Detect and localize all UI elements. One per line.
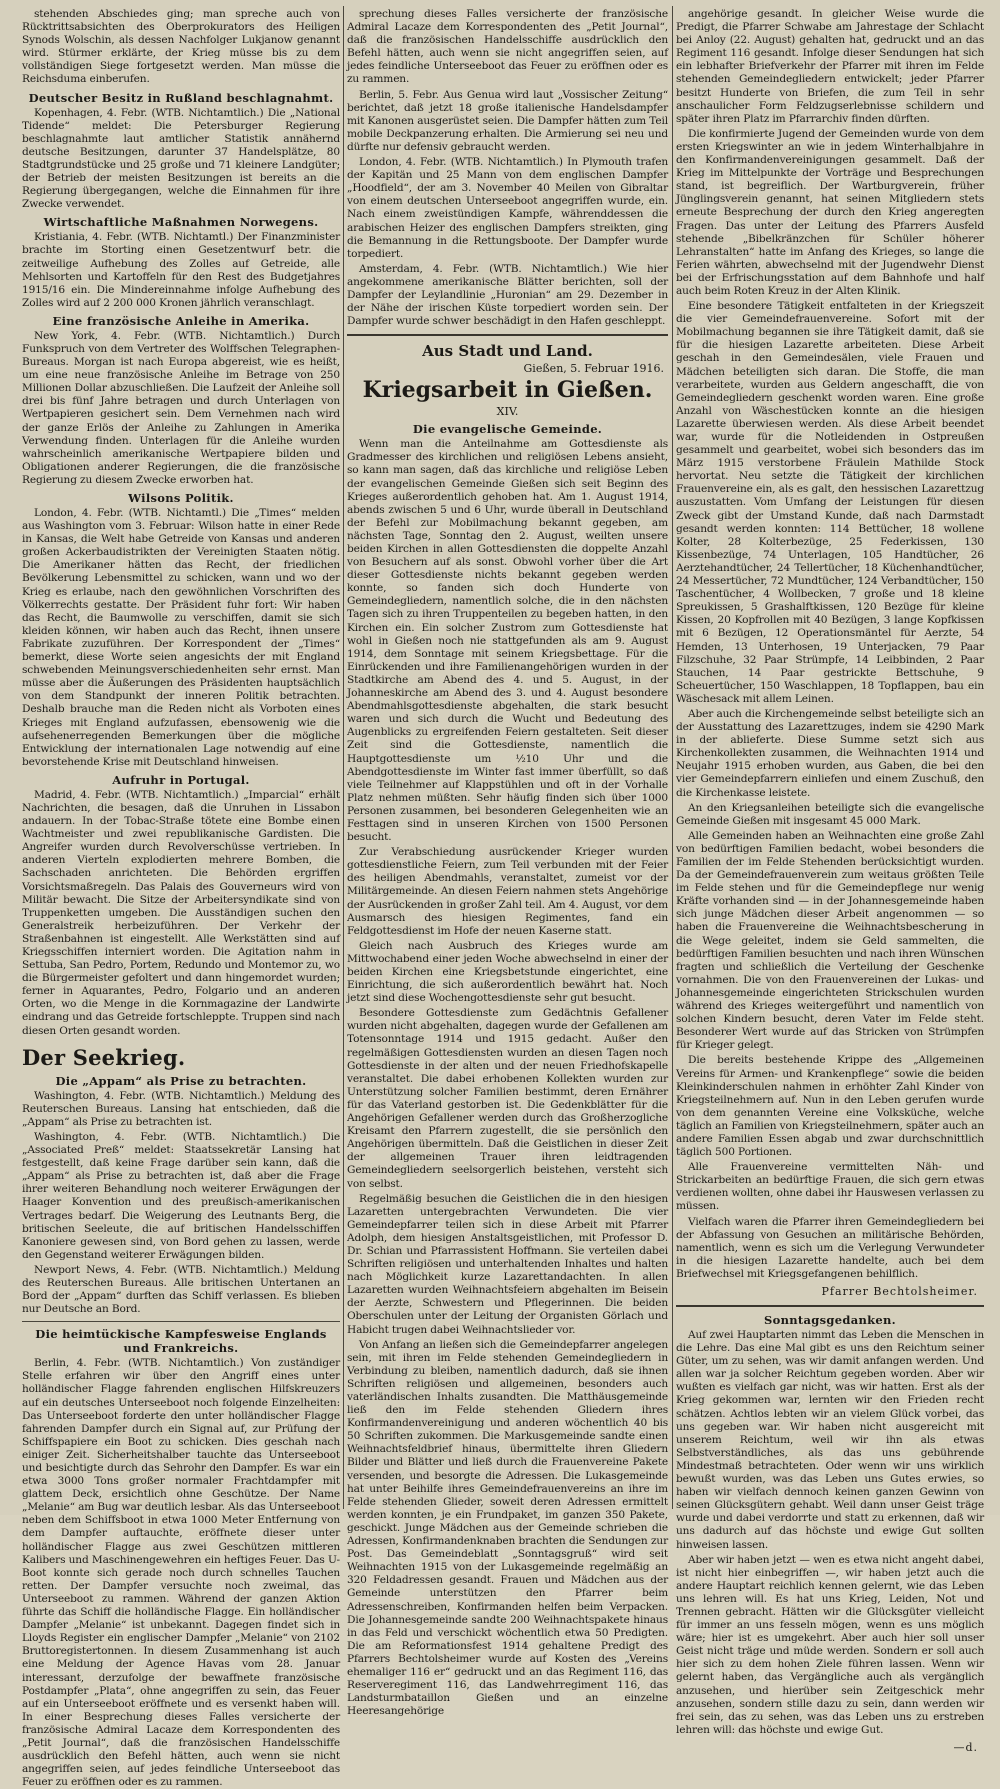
article-text: Auf zwei Hauptarten nimmt das Leben die Menschen in die Lehre. Das eine Mal gibt es uns den Reichtum seiner Güter, um zu sehen, was wir damit anfangen werden. Und allen war ja solcher Reichtum gegeben worden. Aber wir wußten es vielfach gar nicht, was wir hatten. Erst als der Krieg gekommen war, lernten wir den Frieden recht schätzen. Achtlos lebten wir an vielem Glück vorbei, das uns gegeben war. Wir haben nicht ausgereicht mit unserem Reichtum, weil wir ihn als etwas Selbstverständliches, als das uns gebührende Mindestmaß betrachteten. Oder wenn wir uns wirklich bewußt wurden, was das Leben uns Gutes erwies, so haben wir vielfach dennoch keinen ganzen Gewinn von seinen Glücksgütern gehabt. Weil dann unser Geist träge wurde und dabei verdorrte und statt zu erkennen, daß wir uns dadurch auf das höchste und ewige Gut sollten hinweisen lassen. <box>676 1329 984 1551</box>
column-3 <box>676 8 984 1754</box>
article-text: Besondere Gottesdienste zum Gedächtnis Gefallener wurden nicht abgehalten, dagegen wurde der Gefallenen am Totensonntage 1914 und 1915 gedacht. Außer den regelmäßigen Gottesdiensten wurden an diesen Tagen noch Gottesdienste in der alten und der neuen Friedhofskapelle veranstaltet. Die dabei erhobenen Kollekten wurden zur Unterstützung solcher Familien bestimmt, deren Ernährer für das Vaterland gestorben ist. Die Gedenkblätter für die Angehörigen Gefallener werden durch das Großherzogliche Kreisamt den Pfarrern zugestellt, die sie persönlich den Angehörigen übermitteln. Daß die Geistlichen in dieser Zeit der allgemeinen Trauer ihren leidtragenden Gemeindegliedern seelsorgerlich beistehen, versteht sich von selbst. <box>347 1007 668 1190</box>
author-signature: —d. <box>953 1740 978 1754</box>
article-text: Von Anfang an ließen sich die Gemeindepfarrer angelegen sein, mit ihren im Felde stehenden Gemeindegliedern in Verbindung zu bleiben, namentlich dadurch, daß sie ihnen Schriften religiösen und allgemeinen, besonders auch vaterländischen Inhalts zusandten. Die Matthäusgemeinde ließ den im Felde stehenden Gliedern ihres Konfirmandenvereinigung und anderen wöchentlich 40 bis 50 Schriften zukommen. Die Markusgemeinde sandte einen Weihnachtsfeldbrief hinaus, übermittelte ihren Gliedern Bilder und Blätter und ließ durch die Frauenvereine Pakete versenden, und besorgte die Adressen. Die Lukasgemeinde hat unter Beihilfe ihres Gemeindefrauenvereins an ihre im Felde stehenden Glieder, soweit deren Adressen ermittelt werden konnten, je ein Frundpaket, im ganzen 350 Pakete, geschickt. Junge Mädchen aus der Gemeinde schrieben die Adressen, Konfirmandenknaben brachten die Sendungen zur Post. Das Gemeindeblatt „Sonntagsgruß“ wird seit Weihnachten 1915 von der Lukasgemeinde regelmäßig an 320 Feldadressen gesandt. Frauen und Mädchen aus der Gemeinde unterstützen den Pfarrer beim Adressenschreiben, Konfirmanden helfen beim Verpacken. Die Johannesgemeinde sandte 200 Weihnachtspakete hinaus in das Feld und verschickt wöchentlich etwa 50 Predigten. Die am Reformationsfest 1914 gehaltene Predigt des Pfarrers Bechtolsheimer wurde auf Kosten des „Vereins ehemaliger 116 er“ gedruckt und an das Regiment 116, das Reserveregiment 116, das Landwehrregiment 116, das Landsturmbataillon Gießen und an einzelne Heeresangehörige <box>347 1338 668 1718</box>
section-title: Der Seekrieg. <box>22 1044 186 1070</box>
column-rule <box>672 6 673 1509</box>
article-text: Aber wir haben jetzt — wen es etwa nicht angeht dabei, ist nicht hier einbegriffen —, wir haben jetzt auch die andere Hauptart reichlich kennen gelernt, wie das Leben uns lehren will. Es hat uns Krieg, Leiden, Not und Trennen gebracht. Hätten wir die Glücksgüter vielleicht für immer an uns fesseln mögen, wenn es uns möglich wäre; hier ist es umgekehrt. Aber auch hier soll unser Geist nicht träge und müde werden. Sondern er soll auch hier sich zu dem hohen Ziele führen lassen. Wenn wir gelernt haben, das Vergängliche auch als vergänglich anzusehen, und hierüber sein Zeitgeschick mehr anzusehen, sondern stille dazu zu sein, dann werden wir frei sein, das zu sehen, was das Leben uns zu erstreben lehren will: das höchste und ewige Gut. <box>676 1553 984 1736</box>
article-text: Washington, 4. Febr. (WTB. Nichtamtlich.) Meldung des Reuterschen Bureaus. Lansing hat entschieden, daß die „Appam“ als Prise zu betrachten ist. <box>22 1089 340 1128</box>
article-heading: Die „Appam“ als Prise zu betrachten. <box>55 1073 307 1088</box>
divider <box>347 334 668 336</box>
article-text: Kopenhagen, 4. Febr. (WTB. Nichtamtlich.) Die „National Tidende“ meldet: Die Petersburger Regierung beschlagnahmte laut amtlicher Statistik annähernd deutsche Besitzungen, darunter 37 Handelsplätze, 80 Stadtgrundstücke und 25 große und 71 kleinere Landgüter; der Betrieb der meisten Besitzungen ist bereits an die Regierung übergegangen, welche die Einnahmen für ihre Zwecke verwendet. <box>22 106 340 211</box>
author-signature: Pfarrer Bechtolsheimer. <box>821 1285 978 1298</box>
article-text: Eine besondere Tätigkeit entfalteten in der Kriegszeit die vier Gemeindefrauenvereine. Sofort mit der Mobilmachung begannen sie ihre Tätigkeit damit, daß sie für die hiesigen Lazarette arbeiteten. Diese Arbeit geschah in den Gemeindesälen, viele Frauen und Mädchen beteiligten sich daran. Die Stoffe, die man verarbeitete, wurden aus Geldern angeschafft, die von Gemeindegliedern geschenkt worden waren. Eine große Anzahl von Wäschestücken konnte an die hiesigen Lazarette überwiesen werden. Als diese Arbeit beendet war, wurde für die Notleidenden in Ostpreußen gesammelt und gearbeitet, wobei sich besonders das im März 1915 verstorbene Fräulein Mathilde Stock hervortat. Neu setzte die Tätigkeit der kirchlichen Frauenvereine ein, als es galt, den hessischen Lazarettzug auszustatten. Vom Umfang der Leistungen für diesen Zweck gibt der Umstand Kunde, daß nach Darmstadt gesandt werden konnten: 114 Bettücher, 18 wollene Kolter, 28 Kolterbezüge, 25 Federkissen, 130 Kissenbezüge, 74 Unterlagen, 105 Handtücher, 26 Aerztehandtücher, 24 Tellertücher, 18 Küchenhandtücher, 24 Messertücher, 72 Mundtücher, 124 Verbandtücher, 150 Taschentücher, 4 Wollbecken, 7 große und 18 kleine Spreukissen, 5 Grashalftkissen, 120 Bezüge für kleine Kissen, 20 Kopfrollen mit 40 Bezügen, 3 lange Kopfkissen mit 6 Bezügen, 12 Operationsmäntel für Aerzte, 54 Hemden, 13 Unterhosen, 19 Unterjacken, 79 Paar Filzschuhe, 32 Paar Strümpfe, 14 Leibbinden, 2 Paar Stauchen, 14 Paar gestrickte Bettschuhe, 9 Scheuertücher, 150 Waschlappen, 18 Topflappen, bau ein Wäschesack mit allem Leinen. <box>676 300 984 705</box>
article-title: Kriegsarbeit in Gießen. <box>362 377 653 404</box>
article-text: Washington, 4. Febr. (WTB. Nichtamtlich.) Die „Associated Preß“ meldet: Staatssekretär Lansing hat festgestellt, daß keine Frage darüber sein kann, daß die „Appam“ als Prise zu betrachten ist, daß aber die Frage ihrer weiteren Behandlung noch weiterer Erwägungen der Haager Konvention und des preußisch-amerikanischen Vertrages bedarf. Die Weigerung des Leutnants Berg, die britischen Seeleute, die auf britischen Handelsschiffen Kanoniere gewesen sind, von Bord gehen zu lassen, werde den Gegenstand weiterer Erwägungen bilden. <box>22 1130 340 1261</box>
column-1 <box>22 8 340 1789</box>
article-text: Wenn man die Anteilnahme am Gottesdienste als Gradmesser des kirchlichen und religiösen Lebens ansieht, so kann man sagen, daß das kirchliche und religiöse Leben der evangelischen Gemeinde Gießen sich seit Beginn des Krieges außerordentlich gehoben hat. Am 1. August 1914, abends zwischen 5 und 6 Uhr, wurde überall in Deutschland der Befehl zur Mobilmachung bekannt gegeben, am nächsten Tage, Sonntag den 2. August, weilten unsere beiden Kirchen in allen Gottesdiensten die doppelte Anzahl von Besuchern auf als sonst. Obwohl vorher über die Art dieser Gottesdienste nichts bekannt gegeben werden konnte, so fanden sich doch Hunderte von Gemeindegliedern, namentlich solche, die in den nächsten Tagen sich zu ihren Truppenteilen zu begeben hatten, in den Kirchen ein. Ein solcher Zustrom zum Gottesdienste hat wohl in Gießen noch nie stattgefunden als am 9. August 1914, dem Sonntage mit seinem Kriegsbettage. Für die Einrückenden und ihre Familienangehörigen wurden in der Stadtkirche am Abend des 4. und 5. August, in der Johanneskirche am Abend des 3. und 4. August besondere Abendmahlsgottesdienste abgehalten, die stark besucht waren und sich durch die Wucht und Bedeutung des Augenblicks zu ergreifenden Feiern gestalteten. Seit dieser Zeit sind die Gottesdienste, namentlich die Hauptgottesdienste um ½10 Uhr und die Abendgottesdienste im Winter fast immer überfüllt, so daß viele Teilnehmer auf Klappstühlen und oft in der Vorhalle Platz nehmen müßten. Sehr häufig finden sich über 1000 Personen zusammen, bei besonderen Gelegenheiten wie an Festtagen sind in unseren Kirchen von 1500 Personen besucht. <box>347 438 668 844</box>
article-text: New York, 4. Febr. (WTB. Nichtamtlich.) Durch Funkspruch von dem Vertreter des Wolffschen Telegraphen-Bureaus. Morgan ist nach Europa abgereist, wie es heißt, um eine neue französische Anleihe im Betrage von 250 Millionen Dollar abzuschließen. Die Laufzeit der Anleihe soll drei bis fünf Jahre betragen und durch Unterlagen von Wertpapieren gesichert sein. Dem Vernehmen nach wird der ganze Erlös der Anleihe zu Zahlungen in Amerika Verwendung finden. Unterlagen für die Anleihe wurden wahrscheinlich amerikanische Wertpapiere bilden und Obligationen anderer Regierungen, die die französische Regierung zu diesem Zwecke erworben hat. <box>22 329 340 486</box>
article-heading: Wirtschaftliche Maßnahmen Norwegens. <box>43 215 319 230</box>
article-text: stehenden Abschiedes ging; man spreche auch von Rücktrittsabsichten des Oberprokurators des Heiligen Synods Wolschin, als dessen Nachfolger Lukjanow genannt wird. Stürmer erklärte, der Krieg müsse bis zu dem vollständigen Siege fortgesetzt werden. Man müsse die Reichsduma einberufen. <box>22 8 340 86</box>
article-text: sprechung dieses Falles versicherte der französische Admiral Lacaze dem Korrespondenten des „Petit Journal“, daß die französischen Handelsschiffe ausdrücklich den Befehl hätten, auch wenn sie nicht angegriffen seien, auf jedes feindliche Unterseeboot das Feuer zu eröffnen oder es zu rammen. <box>347 8 668 86</box>
article-text: Regelmäßig besuchen die Geistlichen die in den hiesigen Lazaretten untergebrachten Verwundeten. Die vier Gemeindepfarrer teilen sich in diese Arbeit mit Pfarrer Adolph, dem hiesigen Anstaltsgeistlichen, mit Professor D. Dr. Schian und Pfarrassistent Hoffmann. Sie verteilen dabei Schriften religiösen und unterhaltenden Inhaltes und halten nach Möglichkeit kurze Lazarettandachten. In allen Lazaretten wurden Weihnachtsfeiern abgehalten im Beisein der Aerzte, Schwestern und Pflegerinnen. Die beiden Oberschulen unter der Leitung der Organisten Görlach und Habicht trugen dabei Weihnachtslieder vor. <box>347 1192 668 1336</box>
article-text: Aber auch die Kirchengemeinde selbst beteiligte sich an der Ausstattung des Lazarettzuges, indem sie 4290 Mark in der ablieferte. Diese Summe setzt sich aus Kirchenkollekten zusammen, die Weihnachten 1914 und Neujahr 1915 erhoben wurden, aus Gaben, die bei den vier Gemeindepfarrern einliefen und einem Zuschuß, den die Kirchenkasse leistete. <box>676 707 984 799</box>
article-text: Die konfirmierte Jugend der Gemeinden wurde von dem ersten Kriegswinter an wie in jedem Winterhalbjahre in den Konfirmandenvereinigungen gesammelt. Daß der Krieg im Mittelpunkte der Vorträge und Besprechungen stand, ist begreiflich. Der Wartburgverein, früher Jünglingsverein genannt, hat seinen Mitgliedern stets erneute Besprechung der durch den Krieg angeregten Fragen. Das unter der Leitung des Pfarrers Ausfeld stehende „Bibelkränzchen für Schüler höherer Lehranstalten“ hatte im Anfang des Krieges, so lange die Ferien währten, abwechselnd mit der Jugendwehr Dienst bei der Erfrischungsstation auf dem Bahnhofe und half auch beim Roten Kreuz in der Alten Klinik. <box>676 127 984 297</box>
article-text: Alle Gemeinden haben an Weihnachten eine große Zahl von bedürftigen Familien bedacht, wobei besonders die Familien der im Felde Stehenden berücksichtigt wurden. Da der Gemeindefrauenverein zum weitaus größten Teile im Felde stehen und für die Gemeindepflege nur wenig Kräfte vorhanden sind — in der Johannesgemeinde haben sich junge Mädchen dieser Arbeit angenommen — so haben die Frauenvereine die Weihnachtsbescherung in die Wege geleitet, indem sie Geld sammelten, die bedürftigen Familien besuchten und nach ihren Wünschen fragten und schließlich die Verteilung der Geschenke vornahmen. Die von den Frauenvereinen der Lukas- und Johannesgemeinde eingerichteten Strickschulen wurden während des Krieges weitergeführt und namentlich von solchen Kindern besucht, deren Vater im Felde steht. Besonderer Wert wurde auf das Stricken von Strümpfen für Krieger gelegt. <box>676 829 984 1052</box>
article-heading: Aufruhr in Portugal. <box>112 772 250 787</box>
article-text: Berlin, 5. Febr. Aus Genua wird laut „Vossischer Zeitung“ berichtet, daß jetzt 18 große italienische Handelsdampfer mit Kanonen ausgerüstet seien. Die Dampfer hätten zum Teil mobile Deckpanzerung erhalten. Die Armierung sei neu und dürfte nur defensiv gebraucht werden. <box>347 88 668 153</box>
article-text: Kristiania, 4. Febr. (WTB. Nichtamtl.) Der Finanzminister brachte im Storting einen Gesetzentwurf betr. die zeitweilige Aufhebung des Zolles auf Getreide, alle Mehlsorten und Kartoffeln für den Rest des Budgetjahres 1915/16 ein. Die Mindereinnahme infolge Aufhebung des Zolles wird auf 2 200 000 Kronen jährlich veranschlagt. <box>22 231 340 309</box>
article-heading: Sonntagsgedanken. <box>764 1313 896 1327</box>
article-heading: Die evangelische Gemeinde. <box>412 422 603 437</box>
article-heading: Eine französische Anleihe in Amerika. <box>52 313 310 328</box>
article-text: Die bereits bestehende Krippe des „Allgemeinen Vereins für Armen- und Krankenpflege“ sowie die beiden Kleinkinderschulen nahmen in erhöhter Zahl Kinder von Kriegsteilnehmern auf. Nun in den Leben gerufen wurde von dem genannten Vereine eine Volksküche, welche täglich an Familien von Kriegsteilnehmern, später auch an andere Familien Essen abgab und zwar durchschnittlich täglich 500 Portionen. <box>676 1054 984 1159</box>
article-text: Vielfach waren die Pfarrer ihren Gemeindegliedern bei der Abfassung von Gesuchen an militärische Behörden, namentlich, wenn es sich um die Verlegung Verwundeter in die hiesigen Lazarette handelte, auch bei dem Briefwechsel mit Kriegsgefangenen behilflich. <box>676 1215 984 1280</box>
article-text: Berlin, 4. Febr. (WTB. Nichtamtlich.) Von zuständiger Stelle erfahren wir über den Angriff eines unter holländischer Flagge fahrenden englischen Hilfskreuzers auf ein deutsches Unterseeboot noch folgende Einzelheiten: Das Unterseeboot forderte den unter holländischer Flagge fahrenden Dampfer durch ein Signal auf, zur Prüfung der Schiffspapiere ein Boot zu schicken. Dies geschah nach einiger Zeit. Sicherheitshalber tauchte das Unterseeboot und besichtigte durch das Sehrohr den Dampfer. Es war ein etwa 3000 Tons großer normaler Frachtdampfer mit glattem Deck, ersichtlich ohne Geschütze. Der Name „Melanie“ am Bug war deutlich lesbar. Als das Unterseeboot neben dem Schiffsboot in etwa 1000 Meter Entfernung von dem Dampfer auftauchte, eröffnete dieser unter holländischer Flagge aus zwei Geschützen mittleren Kalibers und Maschinengewehren ein heftiges Feuer. Das U-Boot konnte sich gerade noch durch schnelles Tauchen retten. Der Dampfer versuchte noch zweimal, das Unterseeboot zu rammen. Während der ganzen Aktion führte das Schiff die holländische Flagge. Ein holländischer Dampfer „Melanie“ ist unbekannt. Dagegen findet sich in Lloyds Register ein englischer Dampfer „Melanie“ von 2102 Bruttoregistertonnen. In diesem Zusammenhang ist auch eine Meldung der Agence Havas vom 28. Januar interessant, derzufolge der bewaffnete französische Postdampfer „Plata“, ohne angegriffen zu sein, das Feuer auf ein Unterseeboot eröffnete und es versenkt haben will. In einer Besprechung dieses Falles versicherte der französische Admiral Lacaze dem Korrespondenten des „Petit Journal“, daß die französischen Handelsschiffe ausdrücklich den Befehl hätten, auch wenn sie nicht angegriffen seien, auf jedes feindliche Unterseeboot das Feuer zu eröffnen oder es zu rammen. <box>22 1357 340 1789</box>
dateline: Gießen, 5. Februar 1916. <box>523 362 664 376</box>
article-text: An den Kriegsanleihen beteiligte sich die evangelische Gemeinde Gießen mit insgesamt 45 000 Mark. <box>676 801 984 827</box>
article-text: Madrid, 4. Febr. (WTB. Nichtamtlich.) „Imparcial“ erhält Nachrichten, die besagen, daß die Unruhen in Lissabon andauern. In der Tobac-Straße tötete eine Bombe einen Wachtmeister und zwei republikanische Gardisten. Die Angreifer wurden durch Revolverschüsse vertrieben. In anderen Vierteln explodierten mehrere Bomben, die Sachschaden anrichteten. Die Behörden ergriffen Vorsichtsmaßregeln. Das Palais des Gouverneurs wird von Militär bewacht. Die Sitze der Arbeitersyndikate sind von Truppenketten umgeben. Die Ausständigen suchen den Generalstreik herbeizuführen. Der Verkehr der Straßenbahnen ist eingestellt. Alle Werkstätten sind auf Kriegsschiffen interniert worden. Die Agitation nahm in Settuba, San Pedro, Portem, Redundo und Montemor zu, wo die Bürgermeister gefoltert und dann hingemordet wurden; ferner in Aquarantes, Pedro, Folgario und an anderen Orten, wo die Menge in die Kornmagazine der Landwirte eindrang und das Getreide fortschleppte. Truppen sind nach diesen Orten gesandt worden. <box>22 788 340 1037</box>
article-text: Alle Frauenvereine vermittelten Näh- und Strickarbeiten an bedürftige Frauen, die sich gern etwas verdienen wollten, ohne dabei ihr Hauswesen verlassen zu müssen. <box>676 1161 984 1213</box>
column-2 <box>347 8 668 1718</box>
section-title: Aus Stadt und Land. <box>422 342 593 361</box>
divider <box>676 1305 984 1307</box>
article-text: Gleich nach Ausbruch des Krieges wurde am Mittwochabend einer jeden Woche abwechselnd in einer der beiden Kirchen eine Kriegsbetstunde eingerichtet, eine Einrichtung, die sich außerordentlich bewährt hat. Noch jetzt sind diese Wochengottesdienste sehr gut besucht. <box>347 939 668 1005</box>
article-heading: Die heimtückische Kampfesweise Englands und Frankreichs. <box>35 1327 327 1356</box>
series-number: XIV. <box>496 405 519 419</box>
divider <box>22 1321 340 1322</box>
article-heading: Wilsons Politik. <box>128 491 234 505</box>
article-text: Zur Verabschiedung ausrückender Krieger wurden gottesdienstliche Feiern, zum Teil verbunden mit der Feier des heiligen Abendmahls, veranstaltet, zumeist vor der Militärgemeinde. An diesen Feiern nahmen stets Angehörige der Ausrückenden in großer Zahl teil. Am 4. August, vor dem Ausmarsch des hiesigen Regimentes, fand ein Feldgottesdienst im Hofe der neuen Kaserne statt. <box>347 846 668 937</box>
article-text: London, 4. Febr. (WTB. Nichtamtl.) Die „Times“ melden aus Washington vom 3. Februar: Wilson hatte in einer Rede in Kansas, die Welt habe Getreide von Kansas und anderen großen Ackerbaudistrikten der Vereinigten Staaten nötig. Die Amerikaner hätten das Recht, der friedlichen Bevölkerung Lebensmittel zu schicken, wann und wo der Krieg es erlaube, nach den gewöhnlichen Vorschriften des Völkerrechts gestatte. Der Präsident fuhr fort: Wir haben das Recht, die Baumwolle zu verschiffen, damit sie sich kleiden können, wir haben auch das Recht, ihnen unsere Fabrikate zuzuführen. Der Korrespondent der „Times“ bemerkt, diese Worte seien angesichts der mit England schwebenden Meinungsverschiedenheiten sehr ernst. Man müsse aber die Äußerungen des Präsidenten hauptsächlich von dem Standpunkt der inneren Politik betrachten. Deshalb brauche man die Reden nicht als Vorboten eines Krieges mit England aufzufassen, ebensowenig wie die aufsehenerregenden Bemerkungen über die mögliche Entwicklung der internationalen Lage notwendig auf eine bevorstehende Krise mit Deutschland hinweisen. <box>22 507 340 768</box>
column-rule <box>343 6 344 1509</box>
article-text: London, 4. Febr. (WTB. Nichtamtlich.) In Plymouth trafen der Kapitän und 25 Mann von dem englischen Dampfer „Hoodfield“, der am 3. November 40 Meilen von Gibraltar von einem deutschen Unterseeboot angegriffen wurde, ein. Nach einem zweistündigen Kampfe, währenddessen die arabischen Heizer des englischen Dampfers streikten, ging die Bemannung in die Rettungsboote. Der Dampfer wurde torpediert. <box>347 156 668 260</box>
article-text: Amsterdam, 4. Febr. (WTB. Nichtamtlich.) Wie hier angekommene amerikanische Blätter berichten, soll der Dampfer der Leylandlinie „Huronian“ am 29. Dezember in der Nähe der irischen Küste torpediert worden sein. Der Dampfer wurde schwer beschädigt in den Hafen geschleppt. <box>347 262 668 328</box>
article-heading: Deutscher Besitz in Rußland beschlagnahmt. <box>28 90 334 105</box>
article-text: angehörige gesandt. In gleicher Weise wurde die Predigt, die Pfarrer Schwabe am Jahrestage der Schlacht bei Anloy (22. August) gehalten hat, gedruckt und an das Regiment 116 gesandt. Infolge dieser Sendungen hat sich ein lebhafter Briefverkehr der Pfarrer mit ihren im Felde stehenden Gemeindegliedern entwickelt; jeder Pfarrer besitzt Hunderte von Briefen, die zum Teil in sehr anschaulicher Form Feldzugserlebnisse schildern und später ihren Platz im Pfarrarchiv finden dürften. <box>676 8 984 125</box>
article-text: Newport News, 4. Febr. (WTB. Nichtamtlich.) Meldung des Reuterschen Bureaus. Alle britischen Untertanen an Bord der „Appam“ durften das Schiff verlassen. Es blieben nur Deutsche an Bord. <box>22 1263 340 1316</box>
